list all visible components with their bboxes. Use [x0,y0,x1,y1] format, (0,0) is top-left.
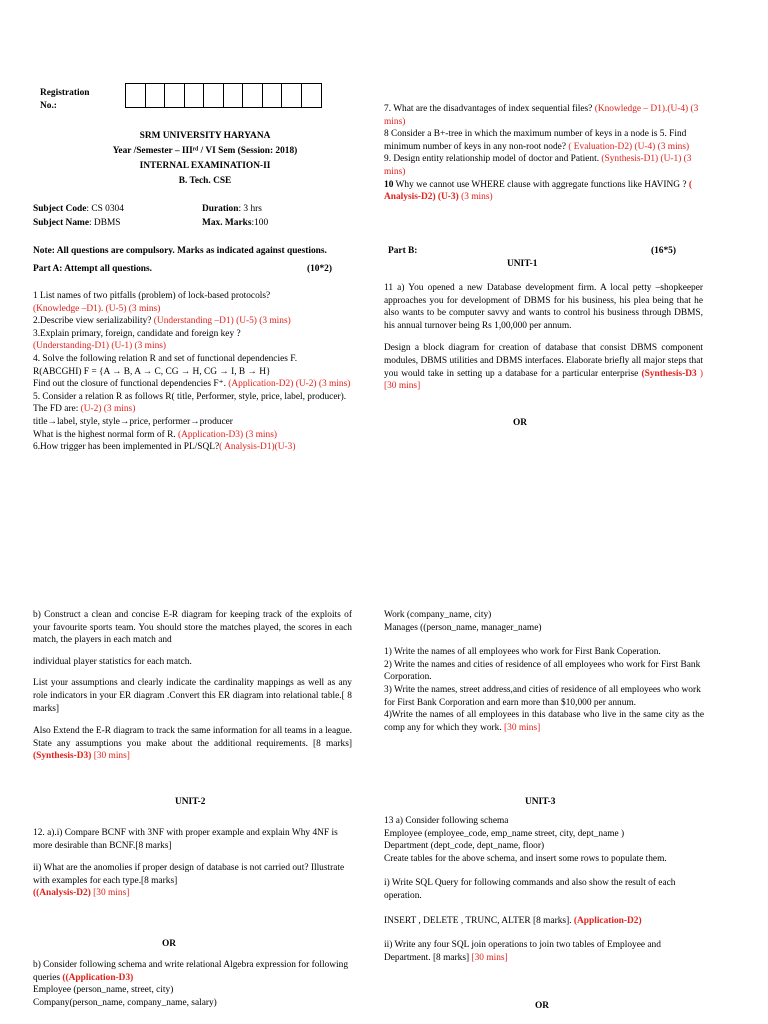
question-11b-p4-text: Also Extend the E-R diagram to track the same information for all teams in a league. State any assumptions you make about the additional requirements. [8 marks] [33,726,352,749]
question-11b-tag-bold: (Synthesis-D3) [33,751,92,762]
question-6-tag: ( Analysis-D1)(U-3) [219,442,296,453]
question-11a-p2 [384,342,703,392]
question-10-num: 10 [384,179,394,190]
subject-name [33,217,121,230]
question-6 [33,441,355,454]
question-13a-l1: Employee (employee_code, emp_name street, city, dept_name ) [384,828,625,839]
question-5-tag2: (Application-D3) (3 mins) [175,429,277,440]
query-4-text: 4)Write the names of all employees in this database who live in the same city as the comp any for which they work. [384,710,704,733]
question-4 [33,353,355,391]
question-11b-p1: b) Construct a clean and concise E-R diagram for keeping track of the exploits of your favourite sports team. You should store the matches played, the scores in each match, the players in each match and [33,610,352,646]
question-6-text: 6.How trigger has been implemented in PL/SQL? [33,442,220,453]
question-13a-p2: i) Write SQL Query for following commands and also show the result of each operation. [384,878,676,901]
question-7-text: 7. What are the disadvantages of index sequential files? [384,104,593,114]
max-marks-label: Max. Marks [202,218,252,228]
question-13a-p4-text: ii) Write any four SQL join operations to join two tables of Employee and Department. [8 marks] [384,940,661,963]
max-marks [202,217,268,230]
question-13a-l2: Department (dept_code, dept_name, floor) [384,841,545,852]
question-4-line3: Find out the closure of functional dependencies F⁺. [33,379,226,390]
reg-box [185,84,205,107]
question-9 [384,153,706,178]
question-7-tag: (Knowledge – D1).(U-4) (3 mins) [384,104,699,127]
question-12b-l1: Employee (person_name, street, city) [33,985,174,996]
reg-box [243,84,263,107]
question-2-tag: (Understanding –D1) (U-5) (3 mins) [151,316,291,327]
subject-code [33,203,124,216]
query-4-tag: [30 mins] [501,722,541,733]
question-10-tag: (3 mins) [458,192,493,203]
question-5-line3: What is the highest normal form of R. [33,429,176,440]
question-11b-p4 [33,725,352,763]
question-4-line1: 4. Solve the following relation R and set of functional dependencies F. [33,353,298,364]
question-13a-p4 [384,939,704,964]
question-10-tag-bold: ( Analysis-D2) (U-3) [384,179,692,203]
question-12a [33,827,351,900]
question-12b [33,959,351,1009]
question-1-text: 1 List names of two pitfalls (problem) of lock-based protocols? [33,291,271,301]
question-7 [384,103,706,128]
question-2 [33,315,355,328]
question-12b-tag-bold: ((Application-D3) [60,972,134,983]
question-12a-tag: [30 mins] [90,888,130,899]
question-8-text: 8 Consider a B+-tree in which the maximum number of keys in a node is 5. Find minimum number of keys in any non-root node? [384,129,687,152]
question-11b-p3: List your assumptions and clearly indicate the cardinality mappings as well as any role indicators in your ER diagram .Convert this ER diagram into relational table.[ 8 marks] [33,678,352,714]
max-marks-value: :100 [251,218,269,228]
question-13a-p1: 13 a) Consider following schema [384,816,509,826]
question-4-tag: (Application-D2) (U-2) (3 mins) [225,379,351,390]
part-b-marks: (16*5) [651,246,676,256]
question-1-tag: (Knowledge –D1). (U-5) (3 mins) [33,303,161,314]
subject-code-label: Subject Code [33,204,87,214]
subject-name-label: Subject Name [33,218,89,228]
question-11b-tag: [30 mins] [91,751,130,762]
exam-title: INTERNAL EXAMINATION-II [139,161,271,171]
question-11b [33,609,352,763]
reg-box [204,84,224,107]
question-8-tag: ( Evaluation-D2) (U-4) (3 mins) [566,141,690,152]
reg-box [302,84,322,107]
question-5-line2: title→label, style, style→price, performer→producer [33,416,233,427]
registration-boxes [125,83,322,108]
question-12a-p2: ii) What are the anomolies if proper design of database is not carried out? Illustrate with examples for each type.[8 marks] [33,863,345,886]
reg-box [224,84,244,107]
question-11a-tag: )[30 mins] [384,368,703,392]
question-12a-tag-bold: ((Analysis-D2) [33,888,91,899]
note: Note: All questions are compulsory. Marks as indicated against questions. [33,246,327,256]
registration-label-line2: No.: [40,101,57,111]
registration-label-line1: Registration [40,88,90,98]
question-11a [384,282,703,393]
question-5-line1: 5. Consider a relation R as follows R( title, Performer, style, price, label, producer). The FD are: [33,391,347,415]
query-4 [384,709,704,734]
question-13a [384,815,704,964]
reg-box [282,84,302,107]
query-3: 3) Write the names, street address,and cities of residence of all employees who work for First Bank Corporation and earn more than $10,000 per annum. [384,684,701,708]
question-2-text: 2.Describe view serializability? [33,316,152,327]
question-5-tag1: (U-2) (3 mins) [78,404,136,415]
part-a-questions [33,290,355,454]
question-9-text: 9. Design entity relationship model of doctor and Patient. [384,154,600,165]
question-11a-tag-bold: (Synthesis-D3 [638,368,697,379]
subject-name-value: : DBMS [88,218,121,228]
duration-value: : 3 hrs [238,204,262,214]
question-12b-p1 [33,959,351,984]
relational-schema-block [384,609,704,734]
unit-2-heading: UNIT-2 [175,797,206,807]
question-4-line2: R(ABCGHI) F = {A → B, A → C, CG → H, CG → I, B → H} [33,366,271,377]
duration-label: Duration [202,204,239,214]
or-1: OR [513,418,528,428]
question-12b-l2: Company(person_name, company_name, salary) [33,997,217,1008]
question-13a-p3 [384,915,704,928]
question-12b-p1-text: b) Consider following schema and write relational Algebra expression for following queries [33,960,349,983]
reg-box [263,84,283,107]
unit-3-heading: UNIT-3 [525,797,556,807]
question-11b-p2: individual player statistics for each match. [33,656,192,667]
part-a-marks: (10*2) [307,264,332,274]
query-1: 1) Write the names of all employees who work for First Bank Coperation. [384,647,661,658]
question-11a-p2-text: Design a block diagram for creation of database that consist DBMS component modules, DBMS utilities and DBMS interfaces. Elaborate briefly all major steps that you would take in setting up a database for a particular enterprise [384,343,703,379]
part-a-questions-right [384,103,706,204]
question-8 [384,128,706,153]
schema-manages: Manages ((person_name, manager_name) [384,622,542,633]
or-3: OR [535,1001,550,1011]
question-13a-l3: Create tables for the above schema, and insert some rows to populate them. [384,853,667,864]
question-13a-p3-text: INSERT , DELETE , TRUNC, ALTER [8 marks]. [384,915,572,926]
question-13a-tag: [30 mins] [469,952,508,963]
question-10-text: Why we cannot use WHERE clause with aggregate functions like HAVING ? [393,179,687,190]
question-10 [384,179,706,204]
question-9-tag: (Synthesis-D1) (U-1) (3 mins) [384,154,692,177]
unit-1-heading: UNIT-1 [507,259,538,269]
reg-box [165,84,185,107]
schema-work: Work (company_name, city) [384,610,492,620]
question-13a-tag-bold: (Application-D2) [571,915,642,926]
subject-code-value: : CS 0304 [86,204,124,214]
question-3-text: 3.Explain primary, foreign, candidate and foreign key ? [33,328,241,339]
university-name: SRM UNIVERSITY HARYANA [139,131,271,141]
reg-box [146,84,166,107]
question-3 [33,328,355,353]
question-5 [33,391,355,441]
semester-line: Year /Semester – IIIʳᵈ / VI Sem (Session: 2018) [112,146,298,156]
question-11a-p1: 11 a) You opened a new Database development firm. A local petty –shopkeeper approaches you for development of DBMS for his business, his plea being that he also wants to be computer savvy and wants to control his business through DBMS, his annual turnover being Rs 1,00,000 per annum. [384,283,703,331]
question-3-tag: (Understanding-D1) (U-1) (3 mins) [33,341,167,352]
or-2: OR [162,939,177,949]
question-12a-p1: 12. a).i) Compare BCNF with 3NF with proper example and explain Why 4NF is more desirable than BCNF.[8 marks] [33,828,338,851]
registration-label [40,87,110,113]
program-title: B. Tech. CSE [178,176,232,186]
part-a-title: Part A: Attempt all questions. [33,264,153,274]
part-b-title: Part B: [388,246,418,256]
duration [202,203,262,216]
query-2: 2) Write the names and cities of residence of all employees who work for First Bank Corporation. [384,659,701,683]
question-12a-tags [33,887,351,900]
question-1 [33,290,355,315]
reg-box [126,84,146,107]
